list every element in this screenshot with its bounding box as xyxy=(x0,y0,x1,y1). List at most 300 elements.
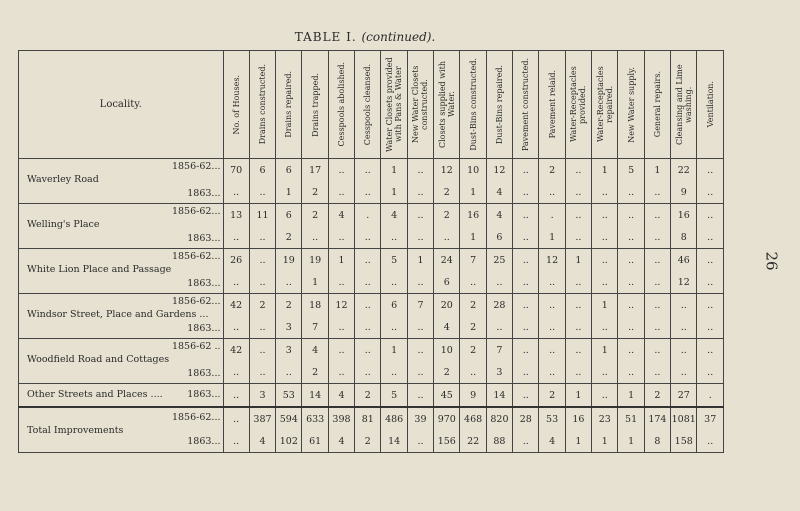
col-header: Drains constructed. xyxy=(249,51,275,159)
table-title xyxy=(0,30,730,44)
table-cell: .. xyxy=(223,181,249,204)
table-cell: .. xyxy=(276,271,302,294)
table-cell: 19 xyxy=(276,249,302,272)
table-cell: 88 xyxy=(486,430,512,453)
table-cell: .. xyxy=(565,339,591,362)
table-cell: 11 xyxy=(249,204,275,227)
table-cell: .. xyxy=(249,316,275,339)
table-cell: .. xyxy=(249,226,275,249)
table-cell: 27 xyxy=(671,384,697,408)
col-header: Pavement relaid. xyxy=(539,51,565,159)
table-cell: .. xyxy=(513,271,539,294)
locality-name: White Lion Place and Passage xyxy=(27,264,172,275)
table-cell: 387 xyxy=(249,407,275,430)
table-cell: .. xyxy=(565,361,591,384)
table-cell: 3 xyxy=(486,361,512,384)
table-row xyxy=(19,226,724,249)
table-cell: 20 xyxy=(434,294,460,317)
table-cell: .. xyxy=(618,361,644,384)
table-cell: .. xyxy=(592,226,618,249)
table-cell: .. xyxy=(618,339,644,362)
table-cell: 39 xyxy=(407,407,433,430)
table-cell: .. xyxy=(592,204,618,227)
table-cell: 6 xyxy=(249,159,275,182)
table-row xyxy=(19,294,724,317)
table-cell: .. xyxy=(328,181,354,204)
table-cell: .. xyxy=(697,316,724,339)
table-cell: .. xyxy=(302,226,328,249)
table-cell: .. xyxy=(644,226,670,249)
table-cell: .. xyxy=(223,430,249,453)
table-cell: 42 xyxy=(223,339,249,362)
period-label: 1863... xyxy=(187,233,221,244)
table-cell: 2 xyxy=(355,384,381,408)
table-cell: 158 xyxy=(671,430,697,453)
table-cell: .. xyxy=(513,316,539,339)
locality-cell xyxy=(19,204,224,230)
period-label: 1863... xyxy=(187,323,221,334)
table-cell: 4 xyxy=(249,430,275,453)
table-cell: .. xyxy=(592,271,618,294)
table-cell: 2 xyxy=(460,294,486,317)
table-cell: 468 xyxy=(460,407,486,430)
table-row xyxy=(19,204,724,227)
table-cell: 14 xyxy=(381,430,407,453)
locality-header: Locality. xyxy=(19,51,224,159)
table-cell: . xyxy=(697,384,724,408)
table-cell: .. xyxy=(381,316,407,339)
locality-cell xyxy=(19,407,224,436)
table-cell: .. xyxy=(644,316,670,339)
col-header: Dust-Bins repaired. xyxy=(486,51,512,159)
table-cell: .. xyxy=(355,159,381,182)
table-cell: 53 xyxy=(539,407,565,430)
table-cell: 4 xyxy=(328,204,354,227)
locality-cell xyxy=(19,226,224,249)
locality-cell xyxy=(19,430,224,453)
table-cell: 12 xyxy=(434,159,460,182)
table-cell: 42 xyxy=(223,294,249,317)
table-cell: .. xyxy=(592,181,618,204)
period-label: 1856-62... xyxy=(171,251,221,262)
table-cell: .. xyxy=(513,384,539,408)
table-cell: .. xyxy=(249,339,275,362)
table-cell: .. xyxy=(697,271,724,294)
table-cell: 5 xyxy=(618,159,644,182)
table-cell: 1 xyxy=(302,271,328,294)
table-cell: 10 xyxy=(434,339,460,362)
table-cell: 2 xyxy=(249,294,275,317)
table-cell: 1 xyxy=(592,339,618,362)
table-cell: 37 xyxy=(697,407,724,430)
col-header: Ventilation. xyxy=(697,51,724,159)
table-cell: 13 xyxy=(223,204,249,227)
table-cell: 23 xyxy=(592,407,618,430)
total-row xyxy=(19,430,724,453)
table-cell: .. xyxy=(592,384,618,408)
table-row xyxy=(19,339,724,362)
table-cell: 7 xyxy=(302,316,328,339)
table-cell: 2 xyxy=(434,204,460,227)
table-cell: 22 xyxy=(671,159,697,182)
table-cell: 1 xyxy=(565,430,591,453)
table-cell: 486 xyxy=(381,407,407,430)
table-cell: 633 xyxy=(302,407,328,430)
table-cell: .. xyxy=(223,407,249,430)
table-cell: 81 xyxy=(355,407,381,430)
title-note: (continued). xyxy=(361,30,436,44)
table-cell: 1 xyxy=(644,159,670,182)
table-cell: .. xyxy=(460,271,486,294)
table-cell: 2 xyxy=(644,384,670,408)
col-header: Water Closets provided with Pans & Water xyxy=(381,51,407,159)
period-label: 1856-62... xyxy=(171,412,221,423)
table-cell: 46 xyxy=(671,249,697,272)
table-cell: .. xyxy=(486,316,512,339)
locality-cell xyxy=(19,181,224,204)
table-cell: 1 xyxy=(276,181,302,204)
period-label: 1856-62... xyxy=(171,206,221,217)
table-cell: .. xyxy=(328,361,354,384)
table-cell: 970 xyxy=(434,407,460,430)
col-header: No. of Houses. xyxy=(223,51,249,159)
locality-name: Other Streets and Places .... xyxy=(27,389,163,400)
table-cell: .. xyxy=(355,361,381,384)
table-cell: .. xyxy=(249,249,275,272)
col-header: General repairs. xyxy=(644,51,670,159)
table-cell: .. xyxy=(644,249,670,272)
table-cell: 45 xyxy=(434,384,460,408)
table-cell: .. xyxy=(539,294,565,317)
table-cell: .. xyxy=(697,361,724,384)
table-cell: 2 xyxy=(460,339,486,362)
table-cell: .. xyxy=(328,271,354,294)
col-header: Drains repaired. xyxy=(276,51,302,159)
period-label: 1856-62... xyxy=(171,296,221,307)
table-cell: 16 xyxy=(565,407,591,430)
table-cell: 156 xyxy=(434,430,460,453)
table-body xyxy=(19,159,724,453)
table-cell: 1 xyxy=(592,294,618,317)
table-cell: 1 xyxy=(592,159,618,182)
table-cell: 4 xyxy=(328,430,354,453)
table-cell: 1 xyxy=(565,249,591,272)
table-cell: 3 xyxy=(276,339,302,362)
locality-cell xyxy=(19,249,224,275)
table-cell: 1 xyxy=(565,384,591,408)
table-cell: 6 xyxy=(276,159,302,182)
table-cell: 6 xyxy=(381,294,407,317)
table-row xyxy=(19,361,724,384)
table-cell: .. xyxy=(697,226,724,249)
table-cell: .. xyxy=(249,271,275,294)
table-cell: 8 xyxy=(671,226,697,249)
table-cell: .. xyxy=(592,249,618,272)
locality-name: Windsor Street, Place and Gardens ... xyxy=(27,309,209,320)
table-cell: 14 xyxy=(486,384,512,408)
table-row xyxy=(19,316,724,339)
table-cell: 1 xyxy=(460,226,486,249)
table-cell: .. xyxy=(407,181,433,204)
table-cell: .. xyxy=(513,204,539,227)
table-cell: .. xyxy=(671,294,697,317)
period-label: 1863... xyxy=(187,188,221,199)
table-cell: .. xyxy=(565,271,591,294)
table-cell: 4 xyxy=(486,181,512,204)
table-cell: .. xyxy=(697,204,724,227)
table-cell: .. xyxy=(592,361,618,384)
table-cell: 12 xyxy=(486,159,512,182)
col-header: Pavement constructed. xyxy=(513,51,539,159)
table-row xyxy=(19,181,724,204)
table-cell: .. xyxy=(407,316,433,339)
table-cell: 7 xyxy=(407,294,433,317)
table-cell: 10 xyxy=(460,159,486,182)
table-cell: 51 xyxy=(618,407,644,430)
table-cell: .. xyxy=(539,316,565,339)
table-cell: .. xyxy=(644,181,670,204)
table-row xyxy=(19,249,724,272)
table-cell: 6 xyxy=(434,271,460,294)
table-cell: .. xyxy=(513,361,539,384)
table-cell: .. xyxy=(381,226,407,249)
table-cell: 4 xyxy=(302,339,328,362)
table-cell: .. xyxy=(328,316,354,339)
locality-cell xyxy=(19,361,224,384)
locality-cell xyxy=(19,384,224,408)
table-cell: .. xyxy=(565,181,591,204)
table-cell: .. xyxy=(644,271,670,294)
table-cell: 53 xyxy=(276,384,302,408)
table-cell: 820 xyxy=(486,407,512,430)
table-cell: 1 xyxy=(381,181,407,204)
total-label: Total Improvements xyxy=(27,425,124,436)
table-cell: 24 xyxy=(434,249,460,272)
col-header: New Water supply. xyxy=(618,51,644,159)
table-cell: 9 xyxy=(460,384,486,408)
table-cell: 18 xyxy=(302,294,328,317)
table-cell: 61 xyxy=(302,430,328,453)
table-cell: .. xyxy=(513,430,539,453)
table-cell: .. xyxy=(565,159,591,182)
table-cell: .. xyxy=(407,271,433,294)
table-cell: 12 xyxy=(539,249,565,272)
table-cell: 7 xyxy=(486,339,512,362)
improvements-table xyxy=(18,50,724,453)
table-cell: 16 xyxy=(460,204,486,227)
col-header: Drains trapped. xyxy=(302,51,328,159)
table-cell: .. xyxy=(644,294,670,317)
table-cell: .. xyxy=(407,226,433,249)
table-cell: 17 xyxy=(302,159,328,182)
locality-name: Welling's Place xyxy=(27,219,100,230)
table-cell: 2 xyxy=(434,361,460,384)
table-cell: 2 xyxy=(302,181,328,204)
period-label: 1863... xyxy=(187,278,221,289)
table-cell: .. xyxy=(644,361,670,384)
table-cell: 6 xyxy=(276,204,302,227)
table-cell: .. xyxy=(618,226,644,249)
table-cell: .. xyxy=(644,339,670,362)
table-row xyxy=(19,384,724,408)
locality-cell xyxy=(19,316,224,339)
table-cell: 8 xyxy=(644,430,670,453)
table-cell: .. xyxy=(671,316,697,339)
table-cell: 2 xyxy=(355,430,381,453)
table-cell: 2 xyxy=(460,316,486,339)
period-label: 1856-62 .. xyxy=(171,341,221,352)
col-header: Cesspools cleansed. xyxy=(355,51,381,159)
table-cell: .. xyxy=(697,430,724,453)
table-cell: 70 xyxy=(223,159,249,182)
table-cell: .. xyxy=(565,204,591,227)
table-cell: 2 xyxy=(276,294,302,317)
table-cell: 4 xyxy=(539,430,565,453)
table-cell: .. xyxy=(618,294,644,317)
table-cell: . xyxy=(539,204,565,227)
table-cell: .. xyxy=(355,339,381,362)
table-cell: .. xyxy=(565,316,591,339)
table-cell: 174 xyxy=(644,407,670,430)
table-cell: 16 xyxy=(671,204,697,227)
table-cell: 1 xyxy=(539,226,565,249)
table-cell: .. xyxy=(539,339,565,362)
col-header: Cleansing and Lime washing. xyxy=(671,51,697,159)
table-cell: .. xyxy=(223,226,249,249)
table-cell: .. xyxy=(407,204,433,227)
table-cell: 2 xyxy=(539,159,565,182)
table-cell: 1 xyxy=(592,430,618,453)
period-label: 1863... xyxy=(187,368,221,379)
table-cell: .. xyxy=(513,249,539,272)
table-cell: .. xyxy=(223,271,249,294)
table-cell: .. xyxy=(697,294,724,317)
table-cell: 3 xyxy=(276,316,302,339)
table-cell: .. xyxy=(618,316,644,339)
table-cell: 12 xyxy=(328,294,354,317)
table-cell: .. xyxy=(434,226,460,249)
table-cell: .. xyxy=(618,249,644,272)
table-cell: 1 xyxy=(460,181,486,204)
locality-cell xyxy=(19,339,224,365)
col-header: Water-Receptacles repaired. xyxy=(592,51,618,159)
table-cell: .. xyxy=(223,316,249,339)
table-cell: 2 xyxy=(302,361,328,384)
col-header: Cesspools abolished. xyxy=(328,51,354,159)
table-cell: .. xyxy=(249,181,275,204)
table-cell: .. xyxy=(355,316,381,339)
table-cell: .. xyxy=(355,181,381,204)
table-cell: 4 xyxy=(381,204,407,227)
table-cell: .. xyxy=(513,226,539,249)
table-cell: 1 xyxy=(407,249,433,272)
period-label: 1863... xyxy=(187,436,221,447)
table-cell: 5 xyxy=(381,384,407,408)
table-cell: 4 xyxy=(486,204,512,227)
table-cell: .. xyxy=(671,361,697,384)
table-cell: 594 xyxy=(276,407,302,430)
table-cell: .. xyxy=(407,430,433,453)
table-cell: 1 xyxy=(381,159,407,182)
table-row xyxy=(19,159,724,182)
table-cell: .. xyxy=(513,339,539,362)
table-cell: 7 xyxy=(460,249,486,272)
table-cell: 25 xyxy=(486,249,512,272)
table-cell: 2 xyxy=(539,384,565,408)
table-cell: .. xyxy=(249,361,275,384)
table-cell: 22 xyxy=(460,430,486,453)
table-cell: 28 xyxy=(486,294,512,317)
period-label: 1863... xyxy=(187,389,221,400)
table-cell: 1081 xyxy=(671,407,697,430)
col-header: Closets supplied with Water. xyxy=(434,51,460,159)
table-cell: .. xyxy=(328,159,354,182)
col-header: Water-Receptacles provided. xyxy=(565,51,591,159)
total-row xyxy=(19,407,724,430)
locality-cell xyxy=(19,294,224,320)
table-cell: 1 xyxy=(618,430,644,453)
table-cell: .. xyxy=(697,339,724,362)
table-cell: 6 xyxy=(486,226,512,249)
table-cell: .. xyxy=(407,339,433,362)
table-cell: .. xyxy=(355,294,381,317)
table-cell: 1 xyxy=(618,384,644,408)
table-cell: .. xyxy=(486,271,512,294)
table-cell: 19 xyxy=(302,249,328,272)
table-cell: .. xyxy=(513,181,539,204)
table-cell: .. xyxy=(407,159,433,182)
table-cell: .. xyxy=(592,316,618,339)
table-cell: 2 xyxy=(302,204,328,227)
locality-name: Woodfield Road and Cottages xyxy=(27,354,170,365)
table-cell: 4 xyxy=(328,384,354,408)
table-cell: .. xyxy=(671,339,697,362)
table-cell: .. xyxy=(513,159,539,182)
table-cell: .. xyxy=(460,361,486,384)
table-cell: 2 xyxy=(276,226,302,249)
table-cell: .. xyxy=(565,226,591,249)
locality-cell xyxy=(19,271,224,294)
table-cell: 3 xyxy=(249,384,275,408)
table-cell: 5 xyxy=(381,249,407,272)
table-cell: .. xyxy=(565,294,591,317)
table-cell: .. xyxy=(407,361,433,384)
table-cell: .. xyxy=(618,271,644,294)
table-cell: 26 xyxy=(223,249,249,272)
table-cell: .. xyxy=(618,204,644,227)
table-cell: . xyxy=(355,204,381,227)
table-cell: .. xyxy=(328,339,354,362)
locality-cell xyxy=(19,159,224,185)
table-cell: 398 xyxy=(328,407,354,430)
table-cell: 9 xyxy=(671,181,697,204)
table-cell: 1 xyxy=(381,339,407,362)
table-cell: .. xyxy=(381,361,407,384)
table-cell: .. xyxy=(697,181,724,204)
col-header: New Water Closets constructed. xyxy=(407,51,433,159)
table-cell: .. xyxy=(539,181,565,204)
table-cell: 4 xyxy=(434,316,460,339)
page-number: 26 xyxy=(762,251,781,271)
period-label: 1856-62... xyxy=(171,161,221,172)
table-cell: .. xyxy=(276,361,302,384)
table-cell: 102 xyxy=(276,430,302,453)
table-cell: 2 xyxy=(434,181,460,204)
table-cell: .. xyxy=(644,204,670,227)
header-row xyxy=(19,51,724,159)
table-row xyxy=(19,271,724,294)
table-cell: .. xyxy=(355,226,381,249)
